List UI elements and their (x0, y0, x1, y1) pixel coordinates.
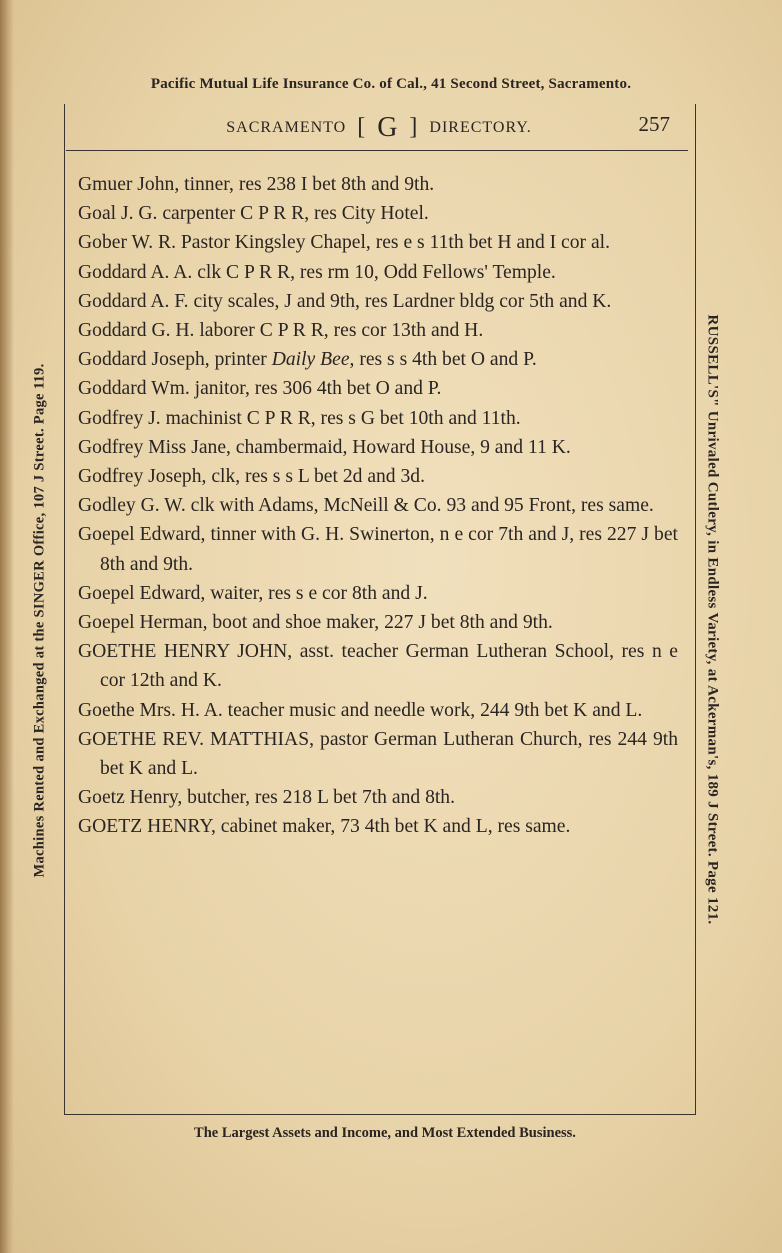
directory-entry: Goddard A. F. city scales, J and 9th, res Lardner bldg cor 5th and K. (78, 290, 612, 312)
directory-entry: Goetz Henry, butcher, res 218 L bet 7th and 8th. (78, 787, 456, 809)
running-head-title (66, 112, 692, 144)
bottom-advertisement: The Largest Assets and Income, and Most Extended Business. (194, 1125, 576, 1141)
directory-entry: Godley G. W. clk with Adams, McNeill & Co. 93 and 95 Front, res same. (78, 495, 654, 517)
directory-entry: Goethe Mrs. H. A. teacher music and needle work, 244 9th bet K and L. (78, 699, 643, 721)
header-section: DIRECTORY. (429, 119, 532, 136)
directory-entry: Goepel Herman, boot and shoe maker, 227 J bet 8th and 9th. (78, 612, 553, 634)
directory-entry: Goepel Edward, waiter, res s e cor 8th and J. (78, 582, 428, 604)
header-rule (66, 150, 688, 151)
directory-entry: Goddard Wm. janitor, res 306 4th bet O and P. (78, 378, 442, 400)
directory-entry: Godfrey J. machinist C P R R, res s G bet 10th and 11th. (78, 407, 521, 429)
right-margin-advertisement: RUSSELL'S" Unrivaled Cutlery, in Endless Variety, at Ackerman's, 189 J Street. Page 121. (704, 314, 721, 925)
entry-text: Goddard Joseph, printer (78, 349, 272, 371)
top-advertisement: Pacific Mutual Life Insurance Co. of Cal., 41 Second Street, Sacramento. (150, 76, 632, 92)
directory-entry: Gober W. R. Pastor Kingsley Chapel, res e s 11th bet H and I cor al. (78, 232, 611, 254)
directory-entry: GOETHE HENRY JOHN, asst. teacher German Lutheran School, res n e cor 12th and K. (78, 641, 678, 692)
page-number: 257 (638, 112, 670, 136)
left-margin-advertisement: Machines Rented and Exchanged at the SINGER Office, 107 J Street. Page 119. (31, 363, 48, 878)
header-letter: G (377, 112, 399, 143)
header-bracket-open: [ (357, 114, 367, 140)
header-city: SACRAMENTO (226, 119, 347, 136)
directory-entry: Godfrey Miss Jane, chambermaid, Howard House, 9 and 11 K. (78, 436, 571, 458)
page-edge (0, 0, 14, 1253)
directory-entry (78, 345, 678, 374)
directory-entry: GOETHE REV. MATTHIAS, pastor German Lutheran Church, res 244 9th bet K and L. (78, 728, 678, 780)
header-bracket-close: ] (409, 114, 419, 140)
running-head (66, 108, 692, 144)
directory-entry: Goal J. G. carpenter C P R R, res City Hotel. (78, 203, 429, 225)
directory-entry: Gmuer John, tinner, res 238 I bet 8th and 9th. (78, 174, 435, 195)
directory-entry: GOETZ HENRY, cabinet maker, 73 4th bet K and L, res same. (78, 816, 571, 838)
entry-italic-text: Daily Bee (271, 349, 350, 371)
directory-entry: Goddard G. H. laborer C P R R, res cor 13th and H. (78, 320, 484, 342)
directory-entry: Goepel Edward, tinner with G. H. Swinerton, n e cor 7th and J, res 227 J bet 8th and 9th. (78, 524, 678, 575)
entry-text: , res s s 4th bet O and P. (349, 349, 537, 371)
directory-entries (78, 170, 678, 842)
directory-entry: Goddard A. A. clk C P R R, res rm 10, Odd Fellows' Temple. (78, 261, 556, 283)
directory-entry: Godfrey Joseph, clk, res s s L bet 2d and 3d. (78, 466, 425, 488)
